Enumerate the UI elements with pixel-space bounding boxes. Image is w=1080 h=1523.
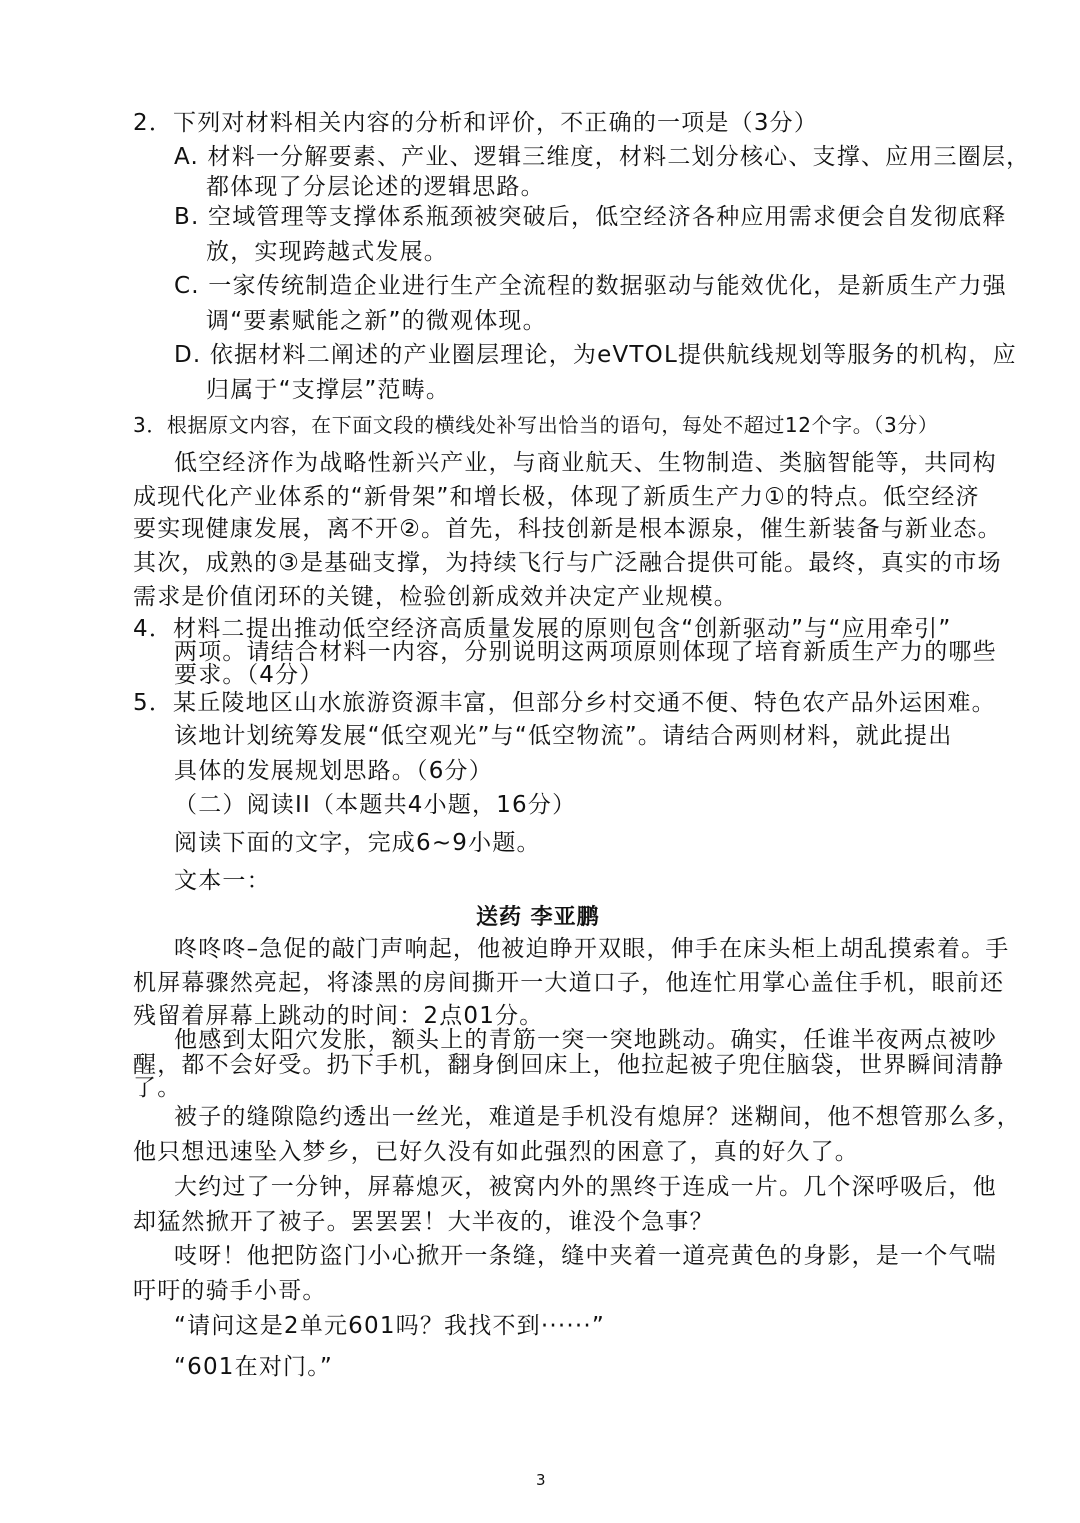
section-heading: （二）阅读II（本题共4小题，16分） xyxy=(174,792,577,818)
q2-option-a-cont: 都体现了分层论述的逻辑思路。 xyxy=(206,174,545,200)
story-line: 咚咚咚–急促的敲门声响起，他被迫睁开双眼，伸手在床头柜上胡乱摸索着。手 xyxy=(174,936,1010,962)
story-title: 送药 李亚鹏 xyxy=(476,905,600,930)
q2-option-a: A. 材料一分解要素、产业、逻辑三维度，材料二划分核心、支撑、应用三圈层， xyxy=(174,144,1031,170)
text-label: 文本一： xyxy=(174,868,271,894)
story-line: 机屏幕骤然亮起，将漆黑的房间撕开一大道口子，他连忙用掌心盖住手机，眼前还 xyxy=(133,970,1005,996)
q4-line: 要求。（4分） xyxy=(174,662,324,688)
q2-option-d-cont: 归属于“支撑层”范畴。 xyxy=(206,377,451,403)
q3-passage-line: 其次，成熟的③是基础支撑，为持续飞行与广泛融合提供可能。最终，真实的市场 xyxy=(133,550,1002,576)
q5-line: 5．某丘陵地区山水旅游资源丰富，但部分乡村交通不便、特色农产品外运困难。 xyxy=(133,690,996,716)
story-line: 残留着屏幕上跳动的时间：2点01分。 xyxy=(133,1003,544,1029)
story-line: 他感到太阳穴发胀，额头上的青筋一突一突地跳动。确实，任谁半夜两点被吵 xyxy=(174,1027,997,1053)
q5-line: 该地计划统筹发展“低空观光”与“低空物流”。请结合两则材料，就此提出 xyxy=(174,723,953,749)
q2-option-b: B. 空域管理等支撑体系瓶颈被突破后，低空经济各种应用需求便会自发彻底释 xyxy=(174,204,1007,230)
story-line: 被子的缝隙隐约透出一丝光，难道是手机没有熄屏？迷糊间，他不想管那么多， xyxy=(174,1104,1021,1130)
q3-passage-line: 低空经济作为战略性新兴产业，与商业航天、生物制造、类脑智能等，共同构 xyxy=(174,450,997,476)
story-line: 却猛然掀开了被子。罢罢罢！大半夜的，谁没个急事？ xyxy=(133,1209,714,1235)
q4-line: 两项。请结合材料一内容，分别说明这两项原则体现了培育新质生产力的哪些 xyxy=(174,639,997,665)
story-line: 醒，都不会好受。扔下手机，翻身倒回床上，他拉起被子兜住脑袋，世界瞬间清静 xyxy=(133,1052,1005,1078)
q3-passage-line: 成现代化产业体系的“新骨架”和增长极，体现了新质生产力①的特点。低空经济 xyxy=(133,484,980,510)
q3-passage-line: 需求是价值闭环的关键，检验创新成效并决定产业规模。 xyxy=(133,584,738,610)
page-number: 3 xyxy=(536,1471,546,1489)
story-line: 大约过了一分钟，屏幕熄灭，被窝内外的黑终于连成一片。几个深呼吸后，他 xyxy=(174,1174,997,1200)
story-line: 吱呀！他把防盗门小心掀开一条缝，缝中夹着一道亮黄色的身影，是一个气喘 xyxy=(174,1243,997,1269)
q3-stem: 3．根据原文内容，在下面文段的横线处补写出恰当的语句，每处不超过12个字。（3分） xyxy=(133,413,939,437)
q2-option-b-cont: 放，实现跨越式发展。 xyxy=(206,239,448,265)
story-line: “601在对门。” xyxy=(174,1354,334,1380)
story-line: 了。 xyxy=(133,1075,182,1101)
q2-option-c: C. 一家传统制造企业进行生产全流程的数据驱动与能效优化，是新质生产力强 xyxy=(174,273,1007,299)
q2-stem: 2．下列对材料相关内容的分析和评价，不正确的一项是（3分） xyxy=(133,110,819,136)
story-line: 吁吁的骑手小哥。 xyxy=(133,1278,327,1304)
q2-option-c-cont: 调“要素赋能之新”的微观体现。 xyxy=(206,308,547,334)
story-line: “请问这是2单元601吗？我找不到······” xyxy=(174,1313,606,1339)
q3-passage-line: 要实现健康发展，离不开②。首先，科技创新是根本源泉，催生新装备与新业态。 xyxy=(133,516,1002,542)
q4-line: 4．材料二提出推动低空经济高质量发展的原则包含“创新驱动”与“应用牵引” xyxy=(133,616,952,642)
section-instruction: 阅读下面的文字，完成6~9小题。 xyxy=(174,830,541,856)
story-line: 他只想迅速坠入梦乡，已好久没有如此强烈的困意了，真的好久了。 xyxy=(133,1139,859,1165)
q2-option-d: D. 依据材料二阐述的产业圈层理论，为eVTOL提供航线规划等服务的机构，应 xyxy=(174,342,1017,368)
q5-line: 具体的发展规划思路。（6分） xyxy=(174,758,493,784)
